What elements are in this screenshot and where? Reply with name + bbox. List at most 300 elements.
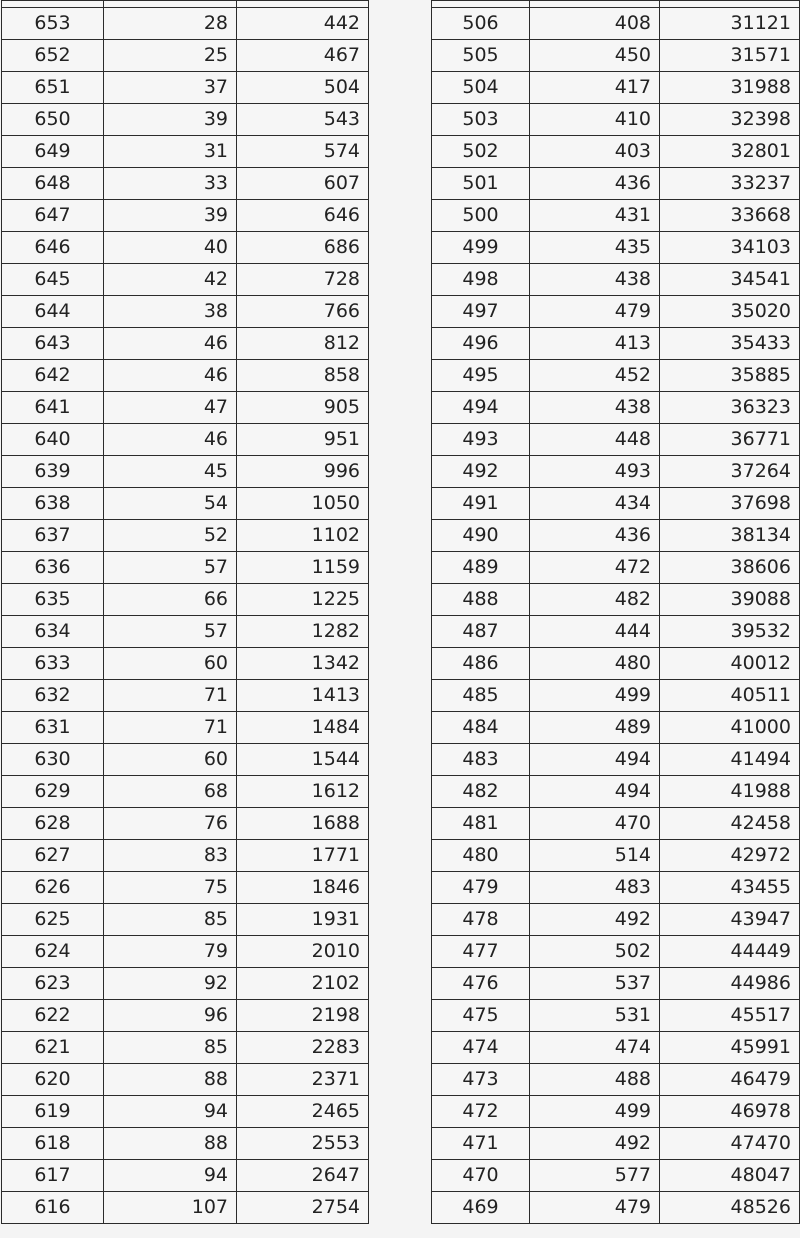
cumulative-cell: 38134 xyxy=(660,520,800,552)
count-cell: 57 xyxy=(104,552,237,584)
count-cell: 92 xyxy=(104,968,237,1000)
cumulative-cell: 40012 xyxy=(660,648,800,680)
count-cell: 472 xyxy=(530,552,660,584)
cumulative-cell: 34541 xyxy=(660,264,800,296)
table-row xyxy=(432,104,800,136)
count-cell: 438 xyxy=(530,392,660,424)
cumulative-cell: 2283 xyxy=(237,1032,369,1064)
table-row xyxy=(432,296,800,328)
count-cell: 71 xyxy=(104,680,237,712)
table-row xyxy=(432,744,800,776)
table-row xyxy=(432,968,800,1000)
table-row xyxy=(432,456,800,488)
table-row xyxy=(2,488,369,520)
table-row xyxy=(432,1096,800,1128)
cumulative-cell: 607 xyxy=(237,168,369,200)
score-cell: 484 xyxy=(432,712,530,744)
count-cell: 45 xyxy=(104,456,237,488)
cumulative-cell: 31988 xyxy=(660,72,800,104)
cumulative-cell: 48047 xyxy=(660,1160,800,1192)
table-row xyxy=(2,680,369,712)
score-cell: 469 xyxy=(432,1192,530,1224)
score-cell: 631 xyxy=(2,712,104,744)
score-cell: 488 xyxy=(432,584,530,616)
count-cell: 417 xyxy=(530,72,660,104)
cumulative-cell: 1342 xyxy=(237,648,369,680)
score-cell: 649 xyxy=(2,136,104,168)
table-row xyxy=(2,1032,369,1064)
cumulative-cell: 31571 xyxy=(660,40,800,72)
count-cell: 436 xyxy=(530,520,660,552)
score-cell: 653 xyxy=(2,8,104,40)
table-row xyxy=(432,264,800,296)
score-cell: 481 xyxy=(432,808,530,840)
cumulative-cell: 47470 xyxy=(660,1128,800,1160)
cumulative-cell: 2102 xyxy=(237,968,369,1000)
score-cell: 486 xyxy=(432,648,530,680)
cumulative-cell: 1159 xyxy=(237,552,369,584)
cumulative-cell: 42458 xyxy=(660,808,800,840)
count-cell: 438 xyxy=(530,264,660,296)
score-cell: 482 xyxy=(432,776,530,808)
count-cell: 483 xyxy=(530,872,660,904)
count-cell: 76 xyxy=(104,808,237,840)
count-cell: 38 xyxy=(104,296,237,328)
cumulative-cell: 1225 xyxy=(237,584,369,616)
table-row xyxy=(2,8,369,40)
cumulative-cell: 46479 xyxy=(660,1064,800,1096)
cumulative-cell: 45991 xyxy=(660,1032,800,1064)
cumulative-cell: 2553 xyxy=(237,1128,369,1160)
table-row xyxy=(432,424,800,456)
cumulative-cell: 43947 xyxy=(660,904,800,936)
cumulative-cell: 1612 xyxy=(237,776,369,808)
cumulative-cell: 905 xyxy=(237,392,369,424)
count-cell: 85 xyxy=(104,1032,237,1064)
cumulative-cell: 766 xyxy=(237,296,369,328)
table-row xyxy=(432,904,800,936)
count-cell: 40 xyxy=(104,232,237,264)
count-cell: 514 xyxy=(530,840,660,872)
score-cell: 639 xyxy=(2,456,104,488)
cumulative-cell: 574 xyxy=(237,136,369,168)
count-cell: 489 xyxy=(530,712,660,744)
score-cell: 483 xyxy=(432,744,530,776)
table-row xyxy=(432,1192,800,1224)
cumulative-cell: 37698 xyxy=(660,488,800,520)
cumulative-cell: 33237 xyxy=(660,168,800,200)
table-row xyxy=(432,552,800,584)
count-cell: 479 xyxy=(530,1192,660,1224)
score-cell: 485 xyxy=(432,680,530,712)
cumulative-cell: 442 xyxy=(237,8,369,40)
count-cell: 88 xyxy=(104,1064,237,1096)
cumulative-cell: 1688 xyxy=(237,808,369,840)
score-cell: 641 xyxy=(2,392,104,424)
table-row-top-stub xyxy=(2,1,369,8)
cumulative-cell: 36323 xyxy=(660,392,800,424)
score-cell: 624 xyxy=(2,936,104,968)
table-row xyxy=(432,1064,800,1096)
table-row xyxy=(432,872,800,904)
score-cell: 497 xyxy=(432,296,530,328)
table-row xyxy=(2,552,369,584)
table-row xyxy=(2,904,369,936)
table-row xyxy=(2,1192,369,1224)
table-row xyxy=(2,1064,369,1096)
table-row xyxy=(2,72,369,104)
cumulative-cell: 858 xyxy=(237,360,369,392)
cumulative-cell: 40511 xyxy=(660,680,800,712)
score-cell: 630 xyxy=(2,744,104,776)
count-cell: 60 xyxy=(104,648,237,680)
count-cell: 46 xyxy=(104,328,237,360)
count-cell: 57 xyxy=(104,616,237,648)
score-cell: 621 xyxy=(2,1032,104,1064)
score-cell: 493 xyxy=(432,424,530,456)
right-table-body xyxy=(432,1,800,1224)
table-row xyxy=(432,1000,800,1032)
count-cell: 88 xyxy=(104,1128,237,1160)
table-row xyxy=(432,136,800,168)
count-cell: 448 xyxy=(530,424,660,456)
table-row xyxy=(432,488,800,520)
cumulative-cell: 42972 xyxy=(660,840,800,872)
cumulative-cell: 45517 xyxy=(660,1000,800,1032)
score-cell: 505 xyxy=(432,40,530,72)
table-row xyxy=(2,968,369,1000)
table-row xyxy=(2,808,369,840)
cumulative-cell: 1771 xyxy=(237,840,369,872)
table-row xyxy=(2,424,369,456)
cumulative-cell: 2647 xyxy=(237,1160,369,1192)
score-cell: 640 xyxy=(2,424,104,456)
score-cell: 494 xyxy=(432,392,530,424)
count-cell: 450 xyxy=(530,40,660,72)
table-row xyxy=(432,200,800,232)
score-cell: 648 xyxy=(2,168,104,200)
cumulative-cell: 1102 xyxy=(237,520,369,552)
cumulative-cell: 44449 xyxy=(660,936,800,968)
cumulative-cell: 728 xyxy=(237,264,369,296)
table-row xyxy=(432,1032,800,1064)
count-cell: 531 xyxy=(530,1000,660,1032)
table-row xyxy=(432,232,800,264)
cumulative-cell: 31121 xyxy=(660,8,800,40)
score-cell: 502 xyxy=(432,136,530,168)
table-row xyxy=(2,776,369,808)
table-row xyxy=(432,936,800,968)
score-cell: 618 xyxy=(2,1128,104,1160)
table-row xyxy=(2,232,369,264)
count-cell: 54 xyxy=(104,488,237,520)
score-cell: 487 xyxy=(432,616,530,648)
count-cell: 37 xyxy=(104,72,237,104)
cumulative-cell: 1282 xyxy=(237,616,369,648)
score-cell: 506 xyxy=(432,8,530,40)
score-cell: 622 xyxy=(2,1000,104,1032)
count-cell: 431 xyxy=(530,200,660,232)
cumulative-cell: 43455 xyxy=(660,872,800,904)
cumulative-cell: 686 xyxy=(237,232,369,264)
cumulative-cell: 41000 xyxy=(660,712,800,744)
right-score-table xyxy=(431,0,800,1224)
count-cell: 474 xyxy=(530,1032,660,1064)
score-cell: 637 xyxy=(2,520,104,552)
cumulative-cell: 1931 xyxy=(237,904,369,936)
count-cell: 444 xyxy=(530,616,660,648)
score-cell: 496 xyxy=(432,328,530,360)
table-row xyxy=(432,1160,800,1192)
count-cell: 403 xyxy=(530,136,660,168)
count-cell: 94 xyxy=(104,1160,237,1192)
count-cell: 33 xyxy=(104,168,237,200)
cumulative-cell: 951 xyxy=(237,424,369,456)
table-row xyxy=(2,1128,369,1160)
score-cell: 477 xyxy=(432,936,530,968)
count-cell: 492 xyxy=(530,904,660,936)
score-cell: 475 xyxy=(432,1000,530,1032)
table-row xyxy=(2,1000,369,1032)
count-cell: 25 xyxy=(104,40,237,72)
score-cell: 478 xyxy=(432,904,530,936)
score-cell: 617 xyxy=(2,1160,104,1192)
cumulative-cell: 2371 xyxy=(237,1064,369,1096)
table-row xyxy=(2,520,369,552)
count-cell: 66 xyxy=(104,584,237,616)
cumulative-cell: 36771 xyxy=(660,424,800,456)
score-cell: 470 xyxy=(432,1160,530,1192)
cumulative-cell: 1846 xyxy=(237,872,369,904)
table-row xyxy=(432,1128,800,1160)
score-cell: 634 xyxy=(2,616,104,648)
table-row xyxy=(2,104,369,136)
score-cell: 644 xyxy=(2,296,104,328)
cumulative-cell: 996 xyxy=(237,456,369,488)
cumulative-cell: 504 xyxy=(237,72,369,104)
count-cell: 493 xyxy=(530,456,660,488)
cumulative-cell: 46978 xyxy=(660,1096,800,1128)
count-cell: 31 xyxy=(104,136,237,168)
count-cell: 479 xyxy=(530,296,660,328)
score-cell: 636 xyxy=(2,552,104,584)
table-row xyxy=(2,872,369,904)
score-cell: 627 xyxy=(2,840,104,872)
cumulative-cell: 37264 xyxy=(660,456,800,488)
score-cell: 625 xyxy=(2,904,104,936)
score-cell: 472 xyxy=(432,1096,530,1128)
count-cell: 408 xyxy=(530,8,660,40)
cumulative-cell: 38606 xyxy=(660,552,800,584)
cumulative-cell: 35020 xyxy=(660,296,800,328)
score-cell: 499 xyxy=(432,232,530,264)
table-row xyxy=(2,168,369,200)
table-row xyxy=(432,360,800,392)
table-row xyxy=(432,328,800,360)
score-cell: 642 xyxy=(2,360,104,392)
count-cell: 52 xyxy=(104,520,237,552)
table-row xyxy=(432,40,800,72)
count-cell: 75 xyxy=(104,872,237,904)
score-cell: 498 xyxy=(432,264,530,296)
cumulative-cell: 39088 xyxy=(660,584,800,616)
table-row xyxy=(2,264,369,296)
score-cell: 623 xyxy=(2,968,104,1000)
count-cell: 46 xyxy=(104,424,237,456)
cumulative-cell: 32801 xyxy=(660,136,800,168)
table-row xyxy=(2,136,369,168)
score-cell: 495 xyxy=(432,360,530,392)
table-row xyxy=(432,168,800,200)
count-cell: 537 xyxy=(530,968,660,1000)
count-cell: 435 xyxy=(530,232,660,264)
cumulative-cell: 467 xyxy=(237,40,369,72)
count-cell: 480 xyxy=(530,648,660,680)
score-cell: 504 xyxy=(432,72,530,104)
left-table-body xyxy=(2,1,369,1224)
count-cell: 494 xyxy=(530,744,660,776)
table-row xyxy=(432,712,800,744)
score-cell: 647 xyxy=(2,200,104,232)
cumulative-cell: 48526 xyxy=(660,1192,800,1224)
table-row xyxy=(432,616,800,648)
count-cell: 42 xyxy=(104,264,237,296)
table-row xyxy=(2,456,369,488)
cumulative-cell: 35885 xyxy=(660,360,800,392)
count-cell: 71 xyxy=(104,712,237,744)
score-cell: 650 xyxy=(2,104,104,136)
table-row xyxy=(2,392,369,424)
score-cell: 616 xyxy=(2,1192,104,1224)
score-cell: 645 xyxy=(2,264,104,296)
count-cell: 470 xyxy=(530,808,660,840)
score-cell: 492 xyxy=(432,456,530,488)
score-cell: 638 xyxy=(2,488,104,520)
table-row xyxy=(2,40,369,72)
table-row xyxy=(2,1160,369,1192)
table-row xyxy=(2,712,369,744)
count-cell: 85 xyxy=(104,904,237,936)
cumulative-cell: 543 xyxy=(237,104,369,136)
score-cell: 643 xyxy=(2,328,104,360)
cumulative-cell: 35433 xyxy=(660,328,800,360)
table-row xyxy=(432,776,800,808)
count-cell: 502 xyxy=(530,936,660,968)
cumulative-cell: 2465 xyxy=(237,1096,369,1128)
table-row xyxy=(432,808,800,840)
score-cell: 628 xyxy=(2,808,104,840)
score-cell: 476 xyxy=(432,968,530,1000)
count-cell: 499 xyxy=(530,1096,660,1128)
score-cell: 480 xyxy=(432,840,530,872)
cumulative-cell: 2010 xyxy=(237,936,369,968)
cumulative-cell: 1050 xyxy=(237,488,369,520)
table-row xyxy=(432,648,800,680)
table-row xyxy=(2,840,369,872)
count-cell: 410 xyxy=(530,104,660,136)
cumulative-cell: 1544 xyxy=(237,744,369,776)
table-row-top-stub xyxy=(432,1,800,8)
count-cell: 60 xyxy=(104,744,237,776)
table-row xyxy=(2,744,369,776)
cumulative-cell: 41988 xyxy=(660,776,800,808)
count-cell: 47 xyxy=(104,392,237,424)
table-row xyxy=(432,584,800,616)
score-cell: 620 xyxy=(2,1064,104,1096)
score-cell: 501 xyxy=(432,168,530,200)
cumulative-cell: 2754 xyxy=(237,1192,369,1224)
cumulative-cell: 34103 xyxy=(660,232,800,264)
table-row xyxy=(432,520,800,552)
table-row xyxy=(432,840,800,872)
count-cell: 577 xyxy=(530,1160,660,1192)
count-cell: 434 xyxy=(530,488,660,520)
count-cell: 28 xyxy=(104,8,237,40)
table-row xyxy=(2,296,369,328)
table-row xyxy=(2,328,369,360)
cumulative-cell: 44986 xyxy=(660,968,800,1000)
table-row xyxy=(432,680,800,712)
score-cell: 619 xyxy=(2,1096,104,1128)
score-cell: 471 xyxy=(432,1128,530,1160)
score-cell: 651 xyxy=(2,72,104,104)
count-cell: 83 xyxy=(104,840,237,872)
score-cell: 632 xyxy=(2,680,104,712)
count-cell: 492 xyxy=(530,1128,660,1160)
score-cell: 503 xyxy=(432,104,530,136)
count-cell: 413 xyxy=(530,328,660,360)
count-cell: 499 xyxy=(530,680,660,712)
score-cell: 491 xyxy=(432,488,530,520)
table-row xyxy=(2,200,369,232)
score-cell: 500 xyxy=(432,200,530,232)
count-cell: 436 xyxy=(530,168,660,200)
score-cell: 626 xyxy=(2,872,104,904)
cumulative-cell: 39532 xyxy=(660,616,800,648)
table-row xyxy=(2,936,369,968)
count-cell: 482 xyxy=(530,584,660,616)
count-cell: 79 xyxy=(104,936,237,968)
cumulative-cell: 32398 xyxy=(660,104,800,136)
count-cell: 39 xyxy=(104,104,237,136)
cumulative-cell: 1413 xyxy=(237,680,369,712)
score-cell: 490 xyxy=(432,520,530,552)
score-cell: 629 xyxy=(2,776,104,808)
score-cell: 646 xyxy=(2,232,104,264)
score-cell: 479 xyxy=(432,872,530,904)
table-row xyxy=(2,584,369,616)
score-cell: 635 xyxy=(2,584,104,616)
cumulative-cell: 812 xyxy=(237,328,369,360)
count-cell: 96 xyxy=(104,1000,237,1032)
count-cell: 68 xyxy=(104,776,237,808)
score-cell: 633 xyxy=(2,648,104,680)
table-row xyxy=(432,72,800,104)
table-row xyxy=(432,8,800,40)
count-cell: 46 xyxy=(104,360,237,392)
cumulative-cell: 41494 xyxy=(660,744,800,776)
score-cell: 474 xyxy=(432,1032,530,1064)
score-cell: 652 xyxy=(2,40,104,72)
table-row xyxy=(2,616,369,648)
count-cell: 39 xyxy=(104,200,237,232)
count-cell: 107 xyxy=(104,1192,237,1224)
cumulative-cell: 2198 xyxy=(237,1000,369,1032)
cumulative-cell: 1484 xyxy=(237,712,369,744)
table-row xyxy=(2,1096,369,1128)
score-cell: 489 xyxy=(432,552,530,584)
count-cell: 452 xyxy=(530,360,660,392)
